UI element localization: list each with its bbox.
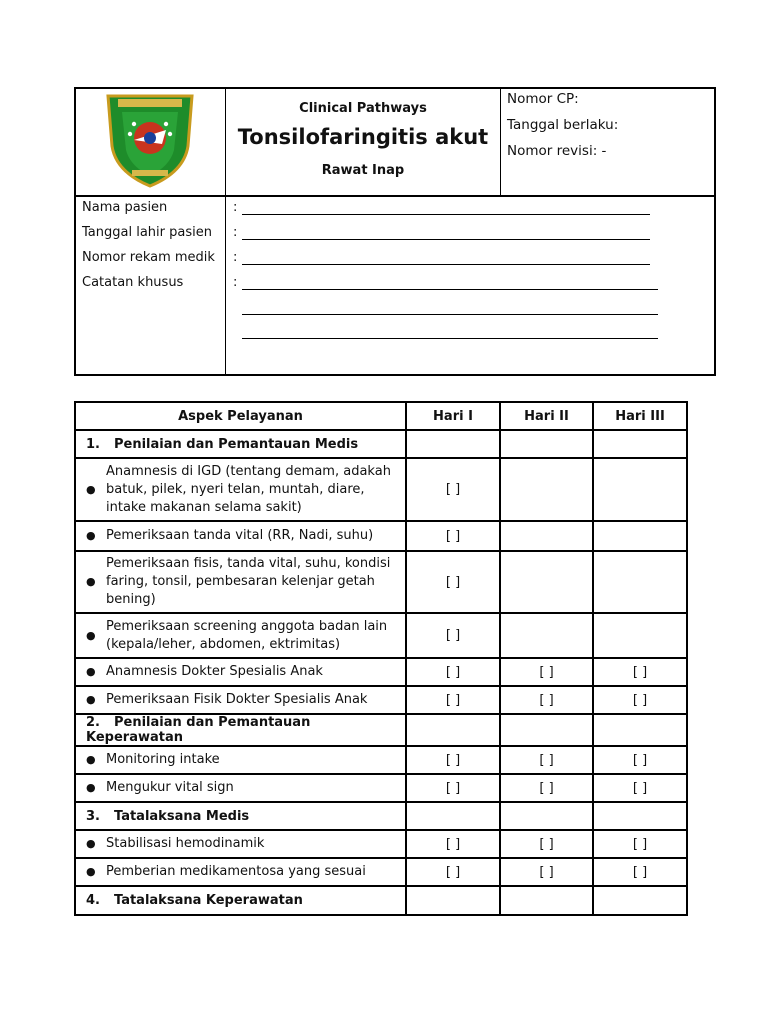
item-text: Pemeriksaan Fisik Dokter Spesialis Anak [106, 692, 368, 707]
bullet: ● [86, 628, 96, 642]
nama-pasien-field[interactable] [242, 214, 650, 215]
table-row [75, 686, 687, 714]
catatan-khusus-label: Catatan khusus [82, 275, 184, 290]
bullet: ● [86, 693, 96, 706]
table-row [75, 613, 687, 658]
item-text: Pemberian medikamentosa yang sesuai [106, 864, 366, 879]
bullet: ● [86, 665, 96, 678]
checkbox-hari-1[interactable]: [ ] [406, 613, 500, 658]
checkbox-hari-1[interactable]: [ ] [406, 686, 500, 714]
section-title: Penilaian dan Pemantauan Keperawatan [86, 715, 311, 745]
checkbox-hari-2[interactable] [500, 551, 593, 613]
column-header: Hari I [406, 402, 500, 430]
colon: : [233, 275, 238, 290]
checkbox-hari-3[interactable] [593, 521, 687, 551]
item-text: Anamnesis Dokter Spesialis Anak [106, 664, 323, 679]
bullet: ● [86, 482, 96, 496]
section-number: 4. [86, 893, 100, 908]
checkbox-hari-3[interactable] [593, 458, 687, 521]
section-row [75, 802, 687, 830]
table-row [75, 658, 687, 686]
nomor-rekam-medik-label: Nomor rekam medik [82, 250, 215, 265]
checkbox-hari-2[interactable]: [ ] [500, 686, 593, 714]
section-row [75, 714, 687, 746]
tanggal-lahir-label: Tanggal lahir pasien [82, 225, 212, 240]
column-header: Aspek Pelayanan [75, 402, 406, 430]
section-title: Tatalaksana Keperawatan [114, 893, 303, 908]
section-number: 1. [86, 436, 100, 452]
checkbox-hari-1[interactable]: [ ] [406, 746, 500, 774]
checkbox-hari-1[interactable]: [ ] [406, 521, 500, 551]
checkbox-hari-3[interactable]: [ ] [593, 746, 687, 774]
column-header: Hari II [500, 402, 593, 430]
section-title: Penilaian dan Pemantauan Medis [114, 436, 359, 452]
checkbox-hari-1[interactable]: [ ] [406, 658, 500, 686]
catatan-khusus-field[interactable] [242, 289, 658, 290]
checkbox-hari-3[interactable]: [ ] [593, 830, 687, 858]
section-row [75, 886, 687, 915]
checkbox-hari-3[interactable] [593, 551, 687, 613]
regional-emblem-logo [104, 90, 196, 188]
checkbox-hari-3[interactable]: [ ] [593, 658, 687, 686]
checkbox-hari-1[interactable]: [ ] [406, 858, 500, 886]
nomor-cp-label: Nomor CP: [507, 91, 579, 107]
section-number: 3. [86, 808, 100, 824]
clinical-pathway-table [74, 401, 688, 916]
checkbox-hari-3[interactable]: [ ] [593, 774, 687, 802]
catatan-khusus-field[interactable] [242, 338, 658, 339]
tanggal-berlaku-label: Tanggal berlaku: [507, 117, 619, 133]
document-title: Tonsilofaringitis akut [237, 125, 489, 149]
checkbox-hari-2[interactable]: [ ] [500, 774, 593, 802]
checkbox-hari-1[interactable]: [ ] [406, 830, 500, 858]
checkbox-hari-2[interactable] [500, 458, 593, 521]
checkbox-hari-1[interactable]: [ ] [406, 551, 500, 613]
bullet: ● [86, 529, 96, 542]
column-header: Hari III [593, 402, 687, 430]
divider [74, 195, 716, 197]
bullet: ● [86, 837, 96, 850]
checkbox-hari-2[interactable]: [ ] [500, 658, 593, 686]
nama-pasien-label: Nama pasien [82, 200, 168, 215]
table-row [75, 774, 687, 802]
checkbox-hari-2[interactable]: [ ] [500, 746, 593, 774]
bullet: ● [86, 575, 96, 588]
checkbox-hari-3[interactable]: [ ] [593, 858, 687, 886]
table-header-row [75, 402, 687, 430]
checkbox-hari-3[interactable] [593, 613, 687, 658]
item-text: Stabilisasi hemodinamik [106, 836, 265, 851]
checkbox-hari-2[interactable] [500, 521, 593, 551]
nomor-revisi-label: Nomor revisi: - [507, 143, 607, 159]
checkbox-hari-3[interactable]: [ ] [593, 686, 687, 714]
table-row [75, 746, 687, 774]
bullet: ● [86, 753, 96, 766]
table-row [75, 858, 687, 886]
catatan-khusus-field[interactable] [242, 314, 658, 315]
item-text: Mengukur vital sign [106, 780, 234, 795]
item-text: Pemeriksaan fisis, tanda vital, suhu, kondisi faring, tonsil, pembesaran kelenjar getah bening) [106, 556, 391, 607]
nomor-rekam-medik-field[interactable] [242, 264, 650, 265]
item-text: Pemeriksaan screening anggota badan lain (kepala/leher, abdomen, ektrimitas) [106, 618, 388, 652]
tanggal-lahir-field[interactable] [242, 239, 650, 240]
section-row [75, 430, 687, 458]
checkbox-hari-1[interactable]: [ ] [406, 774, 500, 802]
table-row [75, 458, 687, 521]
item-text: Monitoring intake [106, 752, 220, 767]
table-row [75, 830, 687, 858]
document-category: Clinical Pathways [299, 101, 427, 116]
document-subtitle: Rawat Inap [321, 163, 405, 178]
section-number: 2. [86, 715, 100, 730]
colon: : [233, 225, 238, 240]
colon: : [233, 200, 238, 215]
item-text: Anamnesis di IGD (tentang demam, adakah batuk, pilek, nyeri telan, muntah, diare, intake makanan selama sakit) [106, 463, 391, 515]
table-row [75, 521, 687, 551]
checkbox-hari-2[interactable]: [ ] [500, 858, 593, 886]
checkbox-hari-1[interactable]: [ ] [406, 458, 500, 521]
colon: : [233, 250, 238, 265]
section-title: Tatalaksana Medis [114, 808, 250, 824]
checkbox-hari-2[interactable]: [ ] [500, 830, 593, 858]
bullet: ● [86, 781, 96, 794]
table-row [75, 551, 687, 613]
checkbox-hari-2[interactable] [500, 613, 593, 658]
bullet: ● [86, 865, 96, 878]
divider [500, 87, 501, 196]
item-text: Pemeriksaan tanda vital (RR, Nadi, suhu) [106, 528, 374, 543]
